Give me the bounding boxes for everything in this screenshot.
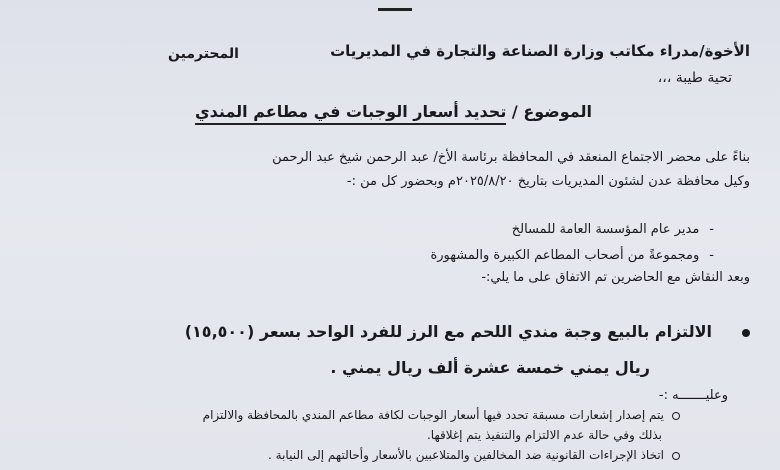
subject-line bbox=[195, 102, 592, 121]
addressee-line: الأخوة/مدراء مكاتب وزارة الصناعة والتجارة في المديريات bbox=[330, 42, 750, 60]
action-item-continuation: بذلك وفي حالة عدم الالتزام والتنفيذ يتم إغلاقها. bbox=[426, 428, 662, 442]
letter-heading-mark bbox=[378, 0, 412, 11]
decision-line-2: ريال يمني خمسة عشرة ألف ريال يمني . bbox=[330, 358, 650, 377]
intro-paragraph-line-2: وكيل محافظة عدن لشئون المديريات بتاريخ ٢٠٢٥/٨/٢٠م وبحضور كل من :- bbox=[346, 174, 750, 189]
addressee-honorific: المحترمين bbox=[168, 46, 239, 62]
action-text: يتم إصدار إشعارات مسبقة تحدد فيها أسعار الوجبات لكافة مطاعم المندي بالمحافظة والالتزام bbox=[202, 408, 664, 422]
action-item bbox=[203, 408, 680, 422]
circle-bullet-icon bbox=[672, 452, 680, 460]
attendee-item bbox=[430, 248, 714, 263]
attendee-item bbox=[512, 222, 714, 237]
intro-paragraph-line-1: بناءً على محضر الاجتماع المنعقد في المحافظة برئاسة الأخ/ عبد الرحمن شيخ عبد الرحمن bbox=[272, 150, 750, 165]
dash-bullet-icon: - bbox=[709, 222, 714, 237]
decision-line-1 bbox=[185, 322, 750, 341]
subject-label: الموضوع / bbox=[511, 102, 592, 121]
dash-bullet-icon: - bbox=[709, 248, 714, 263]
action-item bbox=[268, 448, 680, 462]
greeting: تحية طيبة ،،، bbox=[657, 70, 732, 86]
circle-bullet-icon bbox=[672, 412, 680, 420]
attendee-text: ومجموعةً من أصحاب المطاعم الكبيرة والمشهورة bbox=[430, 248, 700, 263]
attendee-text: مدير عام المؤسسة العامة للمسالخ bbox=[511, 222, 700, 237]
round-bullet-icon bbox=[742, 329, 750, 337]
action-text: اتخاذ الإجراءات القانونية ضد المخالفين والمتلاعبين بالأسعار وأحالتهم إلى النيابة . bbox=[268, 448, 664, 462]
agreement-intro: وبعد النقاش مع الحاضرين تم الاتفاق على ما يلي:- bbox=[481, 270, 750, 285]
therefore-label: وعليـــــــه :- bbox=[658, 388, 728, 403]
decision-text: الالتزام بالبيع وجبة مندي اللحم مع الرز للفرد الواحد بسعر (١٥,٥٠٠) bbox=[184, 322, 712, 341]
subject-text: تحديد أسعار الوجبات في مطاعم المندي bbox=[195, 102, 506, 125]
